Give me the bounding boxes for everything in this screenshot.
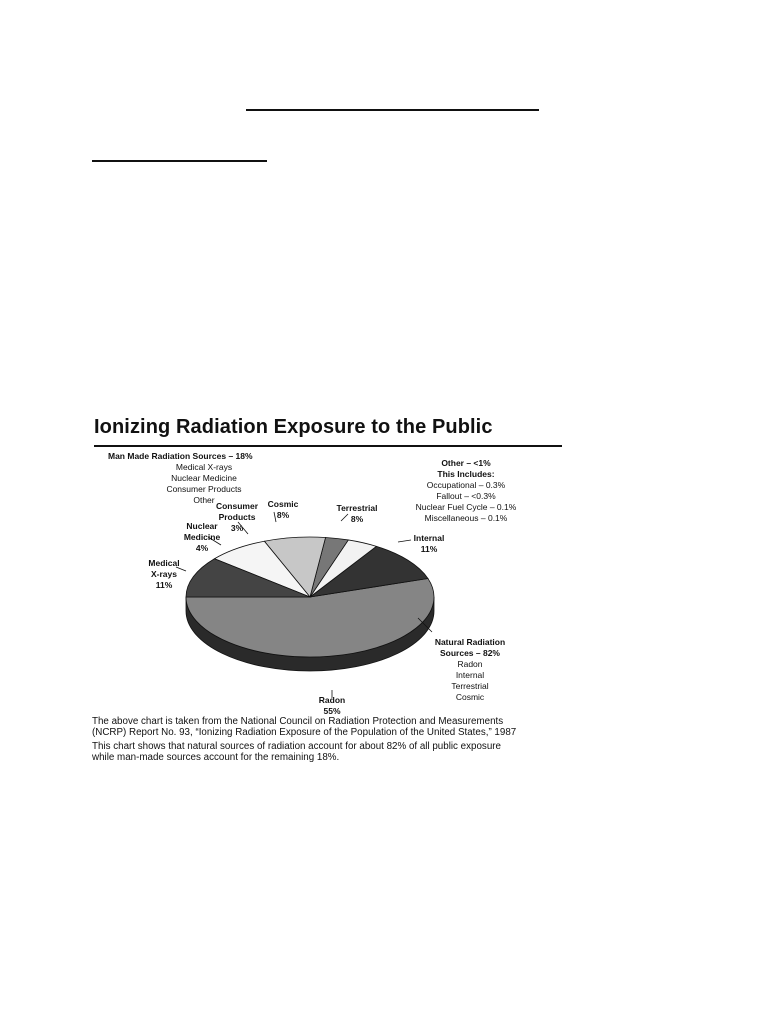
man-made-item: Other [193,495,215,505]
slice-value-internal: 11% [420,544,438,554]
slice-label-cosmic: Cosmic [267,499,299,509]
slice-label-consumer: Consumer [215,501,259,511]
slice-label-terrestrial: Terrestrial [336,503,378,513]
leader-cosmic [274,512,276,522]
slice-label-nuclear: Nuclear [186,521,218,531]
natural-heading: Sources – 82% [439,648,501,658]
slice-value-cosmic: 8% [276,510,290,520]
man-made-item: Nuclear Medicine [171,473,237,483]
slice-label-consumer: Products [218,512,256,522]
slice-label-medical: Medical [148,558,180,568]
slice-label-nuclear: Medicine [183,532,221,542]
slice-label-medical: X-rays [151,569,177,579]
natural-item: Internal [455,670,485,680]
chart-title: Ionizing Radiation Exposure to the Public [94,416,493,438]
slice-label-internal: Internal [413,533,445,543]
subheading-underline [92,160,267,162]
leader-internal [398,540,411,542]
slice-value-terrestrial: 8% [350,514,364,524]
other-item: Fallout – <0.3% [436,491,496,501]
natural-heading: Natural Radiation [434,637,506,647]
slice-value-medical: 11% [155,580,173,590]
pie-top [186,537,434,657]
summary-caption: This chart shows that natural sources of radiation account for about 82% of all public exposure while man-made sources account for the remaining 18%. [92,741,501,763]
man-made-item: Medical X-rays [175,462,233,472]
man-made-heading: Man Made Radiation Sources – 18% [108,451,253,461]
slice-value-radon: 55% [323,706,341,716]
slice-label-radon: Radon [318,695,346,705]
slice-value-consumer: 3% [230,523,244,533]
other-item: Occupational – 0.3% [426,480,506,490]
source-caption: The above chart is taken from the National Council on Radiation Protection and Measurements (NCRP) Report No. 93, “Ionizing Radiation Exposure of the Population of the United States,” 1987 [92,716,517,738]
heading-underline [246,109,539,111]
leader-terrestrial [341,514,348,521]
natural-item: Cosmic [455,692,485,702]
other-item: Nuclear Fuel Cycle – 0.1% [415,502,517,512]
man-made-item: Consumer Products [166,484,242,494]
other-heading: Other – <1% [441,458,491,468]
natural-item: Radon [457,659,483,669]
other-item: Miscellaneous – 0.1% [424,513,508,523]
slice-value-nuclear: 4% [195,543,209,553]
other-subheading: This Includes: [437,469,495,479]
natural-item: Terrestrial [451,681,489,691]
